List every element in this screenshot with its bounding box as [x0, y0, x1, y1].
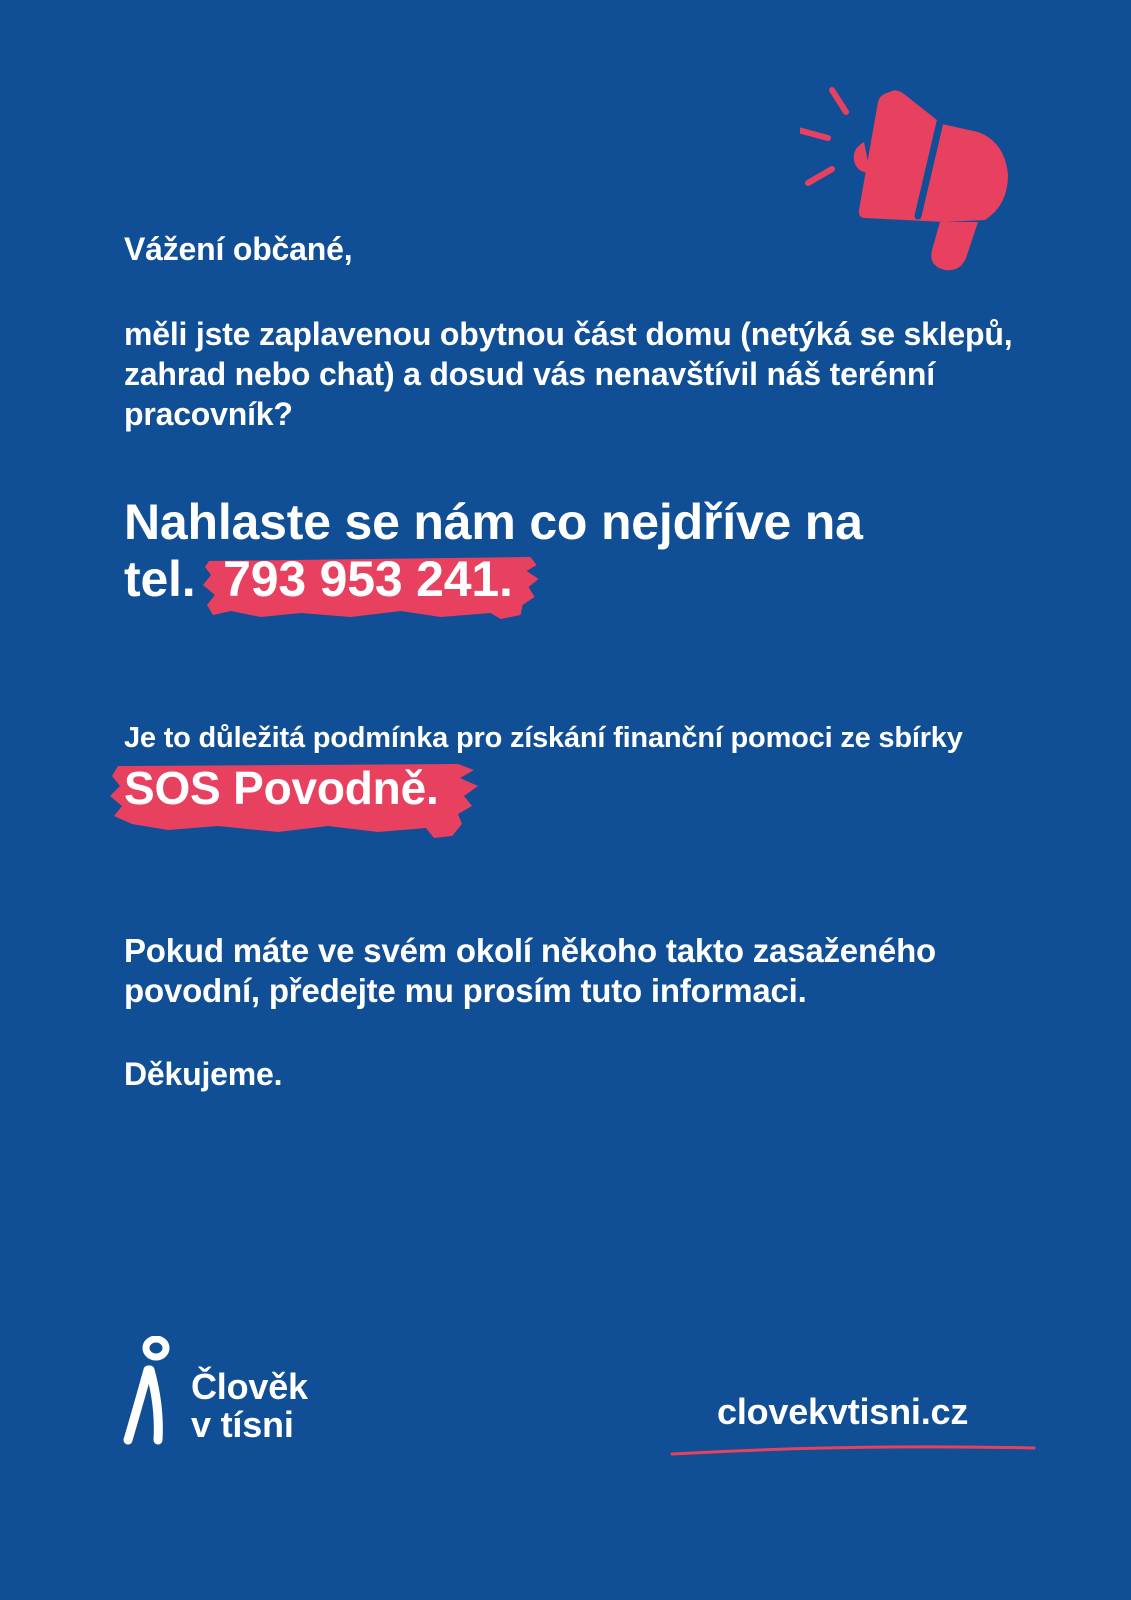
- website-underline: [670, 1440, 1036, 1460]
- intro-question: měli jste zaplavenou obytnou část domu (netýká se sklepů, zahrad nebo chat) a dosud vás nenavštívil náš terénní pracovník?: [124, 316, 1013, 432]
- logo-line-2: v tísni: [191, 1404, 294, 1445]
- tel-prefix: tel.: [124, 551, 196, 607]
- logo-wordmark: [191, 1368, 308, 1444]
- share-request: Pokud máte ve svém okolí někoho takto zasaženého povodní, předejte mu prosím tuto informaci.: [124, 932, 936, 1009]
- callout-line-2: [124, 551, 1024, 608]
- logo-line-1: Člověk: [191, 1366, 308, 1407]
- condition-text: Je to důležitá podmínka pro získání finanční pomoci ze sbírky: [124, 722, 963, 754]
- callout-line-1: Nahlaste se nám co nejdříve na: [124, 494, 863, 550]
- sos-highlight: [116, 758, 439, 818]
- sos-title: SOS Povodně.: [124, 762, 439, 814]
- callout-heading: [124, 494, 1024, 608]
- thanks-text: Děkujeme.: [124, 1056, 283, 1092]
- clovek-v-tisni-logo: [120, 1336, 176, 1448]
- phone-number[interactable]: 793 953 241.: [223, 551, 513, 607]
- phone-highlight: [213, 551, 523, 608]
- greeting: Vážení občané,: [124, 231, 353, 267]
- megaphone-icon: [800, 80, 1040, 280]
- website-link[interactable]: clovekvtisni.cz: [717, 1391, 969, 1432]
